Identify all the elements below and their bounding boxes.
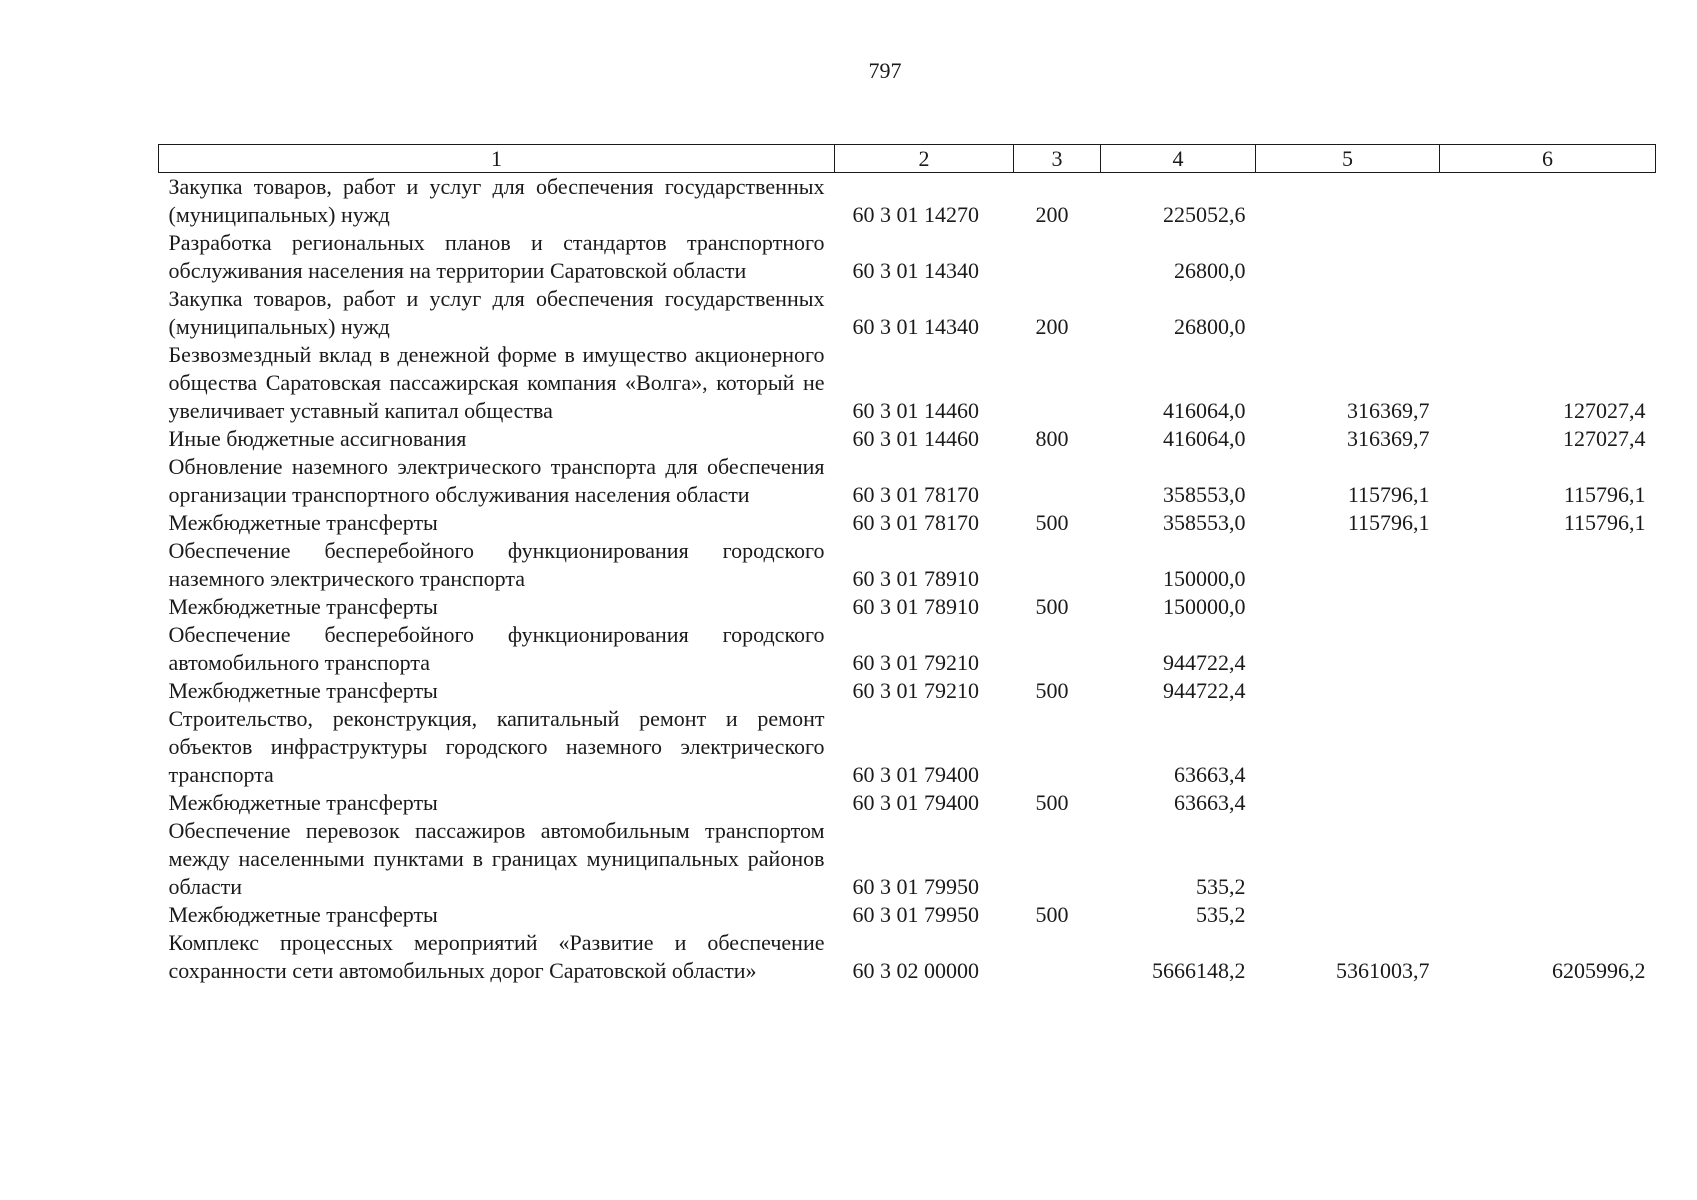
row-name-cell: Строительство, реконструкция, капитальный ремонт и ремонт объектов инфраструктуры городского наземного электрического транспорта (168, 706, 825, 787)
row-type-cell: 500 (1035, 902, 1069, 927)
row-name-cell: Обеспечение бесперебойного функционирования городского наземного электрического транспорта (168, 538, 825, 591)
row-value-cell: 358553,0 (1163, 482, 1246, 507)
row-code-cell: 60 3 01 14460 (852, 398, 979, 423)
row-value-cell: 316369,7 (1347, 398, 1430, 423)
row-type-cell: 200 (1035, 202, 1069, 227)
row-value-cell: 150000,0 (1163, 594, 1246, 619)
row-value-cell: 944722,4 (1163, 678, 1246, 703)
row-value-cell (1440, 817, 1656, 901)
table-row (159, 621, 1656, 677)
row-value-cell: 6205996,2 (1552, 958, 1646, 983)
row-value-cell (1256, 537, 1440, 593)
table-row (159, 173, 1656, 230)
row-code-cell: 60 3 01 14460 (852, 426, 979, 451)
row-value-cell: 358553,0 (1163, 510, 1246, 535)
row-name-cell: Обновление наземного электрического транспорта для обеспечения организации транспортного обслуживания населения области (168, 454, 825, 507)
row-value-cell: 316369,7 (1347, 426, 1430, 451)
row-type-cell (1014, 621, 1101, 677)
table-row (159, 341, 1656, 425)
row-code-cell: 60 3 01 78910 (852, 594, 979, 619)
row-code-cell: 60 3 01 79950 (852, 874, 979, 899)
row-value-cell: 416064,0 (1163, 426, 1246, 451)
row-code-cell: 60 3 01 78170 (852, 510, 979, 535)
row-name-cell: Межбюджетные трансферты (168, 678, 438, 703)
row-value-cell (1440, 537, 1656, 593)
row-value-cell: 5666148,2 (1152, 958, 1246, 983)
row-code-cell: 60 3 01 79210 (852, 678, 979, 703)
table-row (159, 817, 1656, 901)
row-value-cell: 5361003,7 (1336, 958, 1430, 983)
row-value-cell (1440, 229, 1656, 285)
page-number: 797 (868, 58, 902, 83)
row-value-cell (1256, 705, 1440, 789)
row-value-cell (1440, 789, 1656, 817)
budget-table (158, 144, 1656, 985)
row-value-cell (1440, 285, 1656, 341)
row-value-cell (1256, 901, 1440, 929)
row-value-cell: 115796,1 (1347, 510, 1430, 535)
table-row (159, 509, 1656, 537)
table-row (159, 425, 1656, 453)
row-value-cell: 63663,4 (1174, 790, 1246, 815)
table-row (159, 537, 1656, 593)
row-type-cell (1014, 705, 1101, 789)
row-value-cell (1256, 593, 1440, 621)
row-value-cell (1440, 705, 1656, 789)
column-header: 2 (835, 145, 1014, 173)
row-code-cell: 60 3 01 79950 (852, 902, 979, 927)
row-name-cell: Межбюджетные трансферты (168, 594, 438, 619)
row-type-cell (1014, 929, 1101, 985)
table-row (159, 929, 1656, 985)
row-type-cell: 500 (1035, 678, 1069, 703)
row-value-cell: 115796,1 (1347, 482, 1430, 507)
column-header: 4 (1101, 145, 1256, 173)
row-code-cell: 60 3 01 78170 (852, 482, 979, 507)
header-row (159, 145, 1656, 173)
row-name-cell: Комплекс процессных мероприятий «Развитие и обеспечение сохранности сети автомобильных дорог Саратовской области» (168, 930, 825, 983)
row-value-cell: 944722,4 (1163, 650, 1246, 675)
row-type-cell (1014, 537, 1101, 593)
row-type-cell: 500 (1035, 594, 1069, 619)
row-name-cell: Обеспечение перевозок пассажиров автомобильным транспортом между населенными пунктами в границах муниципальных районов области (168, 818, 825, 899)
row-name-cell: Закупка товаров, работ и услуг для обеспечения государственных (муниципальных) нужд (168, 286, 825, 339)
row-value-cell: 26800,0 (1174, 258, 1246, 283)
row-code-cell: 60 3 01 79400 (852, 762, 979, 787)
row-name-cell: Разработка региональных планов и стандартов транспортного обслуживания населения на территории Саратовской области (168, 230, 825, 283)
row-value-cell (1440, 173, 1656, 230)
row-value-cell (1256, 229, 1440, 285)
row-value-cell: 127027,4 (1563, 398, 1646, 423)
row-type-cell (1014, 453, 1101, 509)
row-value-cell (1256, 621, 1440, 677)
row-value-cell (1256, 173, 1440, 230)
row-value-cell (1440, 677, 1656, 705)
row-name-cell: Закупка товаров, работ и услуг для обеспечения государственных (муниципальных) нужд (168, 174, 825, 227)
row-type-cell: 500 (1035, 510, 1069, 535)
row-value-cell: 416064,0 (1163, 398, 1246, 423)
table-row (159, 285, 1656, 341)
column-header: 5 (1256, 145, 1440, 173)
row-value-cell: 535,2 (1196, 902, 1246, 927)
row-code-cell: 60 3 02 00000 (852, 958, 979, 983)
column-header: 6 (1440, 145, 1656, 173)
row-type-cell (1014, 341, 1101, 425)
row-code-cell: 60 3 01 14340 (852, 314, 979, 339)
row-value-cell: 127027,4 (1563, 426, 1646, 451)
row-value-cell: 115796,1 (1563, 510, 1646, 535)
row-value-cell: 225052,6 (1163, 202, 1246, 227)
row-value-cell: 63663,4 (1174, 762, 1246, 787)
row-code-cell: 60 3 01 14340 (852, 258, 979, 283)
row-type-cell: 200 (1035, 314, 1069, 339)
table-header (159, 145, 1656, 173)
column-header: 3 (1014, 145, 1101, 173)
row-name-cell: Межбюджетные трансферты (168, 790, 438, 815)
row-value-cell: 535,2 (1196, 874, 1246, 899)
row-value-cell (1256, 285, 1440, 341)
row-code-cell: 60 3 01 78910 (852, 566, 979, 591)
row-value-cell (1256, 789, 1440, 817)
table-row (159, 705, 1656, 789)
row-name-cell: Безвозмездный вклад в денежной форме в имущество акционерного общества Саратовская пассажирская компания «Волга», который не увеличивает уставный капитал общества (168, 342, 825, 423)
row-value-cell (1440, 593, 1656, 621)
table-row (159, 593, 1656, 621)
row-value-cell (1440, 621, 1656, 677)
row-value-cell (1256, 677, 1440, 705)
row-code-cell: 60 3 01 14270 (852, 202, 979, 227)
table-row (159, 453, 1656, 509)
row-type-cell: 500 (1035, 790, 1069, 815)
row-value-cell: 115796,1 (1563, 482, 1646, 507)
row-value-cell (1440, 901, 1656, 929)
row-value-cell: 150000,0 (1163, 566, 1246, 591)
table-body (159, 173, 1656, 986)
table-row (159, 229, 1656, 285)
row-code-cell: 60 3 01 79400 (852, 790, 979, 815)
table-row (159, 789, 1656, 817)
row-code-cell: 60 3 01 79210 (852, 650, 979, 675)
column-header: 1 (159, 145, 835, 173)
row-type-cell: 800 (1035, 426, 1069, 451)
table-row (159, 901, 1656, 929)
row-type-cell (1014, 817, 1101, 901)
table-row (159, 677, 1656, 705)
row-name-cell: Иные бюджетные ассигнования (168, 426, 467, 451)
row-type-cell (1014, 229, 1101, 285)
row-name-cell: Межбюджетные трансферты (168, 902, 438, 927)
row-value-cell: 26800,0 (1174, 314, 1246, 339)
row-value-cell (1256, 817, 1440, 901)
row-name-cell: Обеспечение бесперебойного функционирования городского автомобильного транспорта (168, 622, 825, 675)
row-name-cell: Межбюджетные трансферты (168, 510, 438, 535)
